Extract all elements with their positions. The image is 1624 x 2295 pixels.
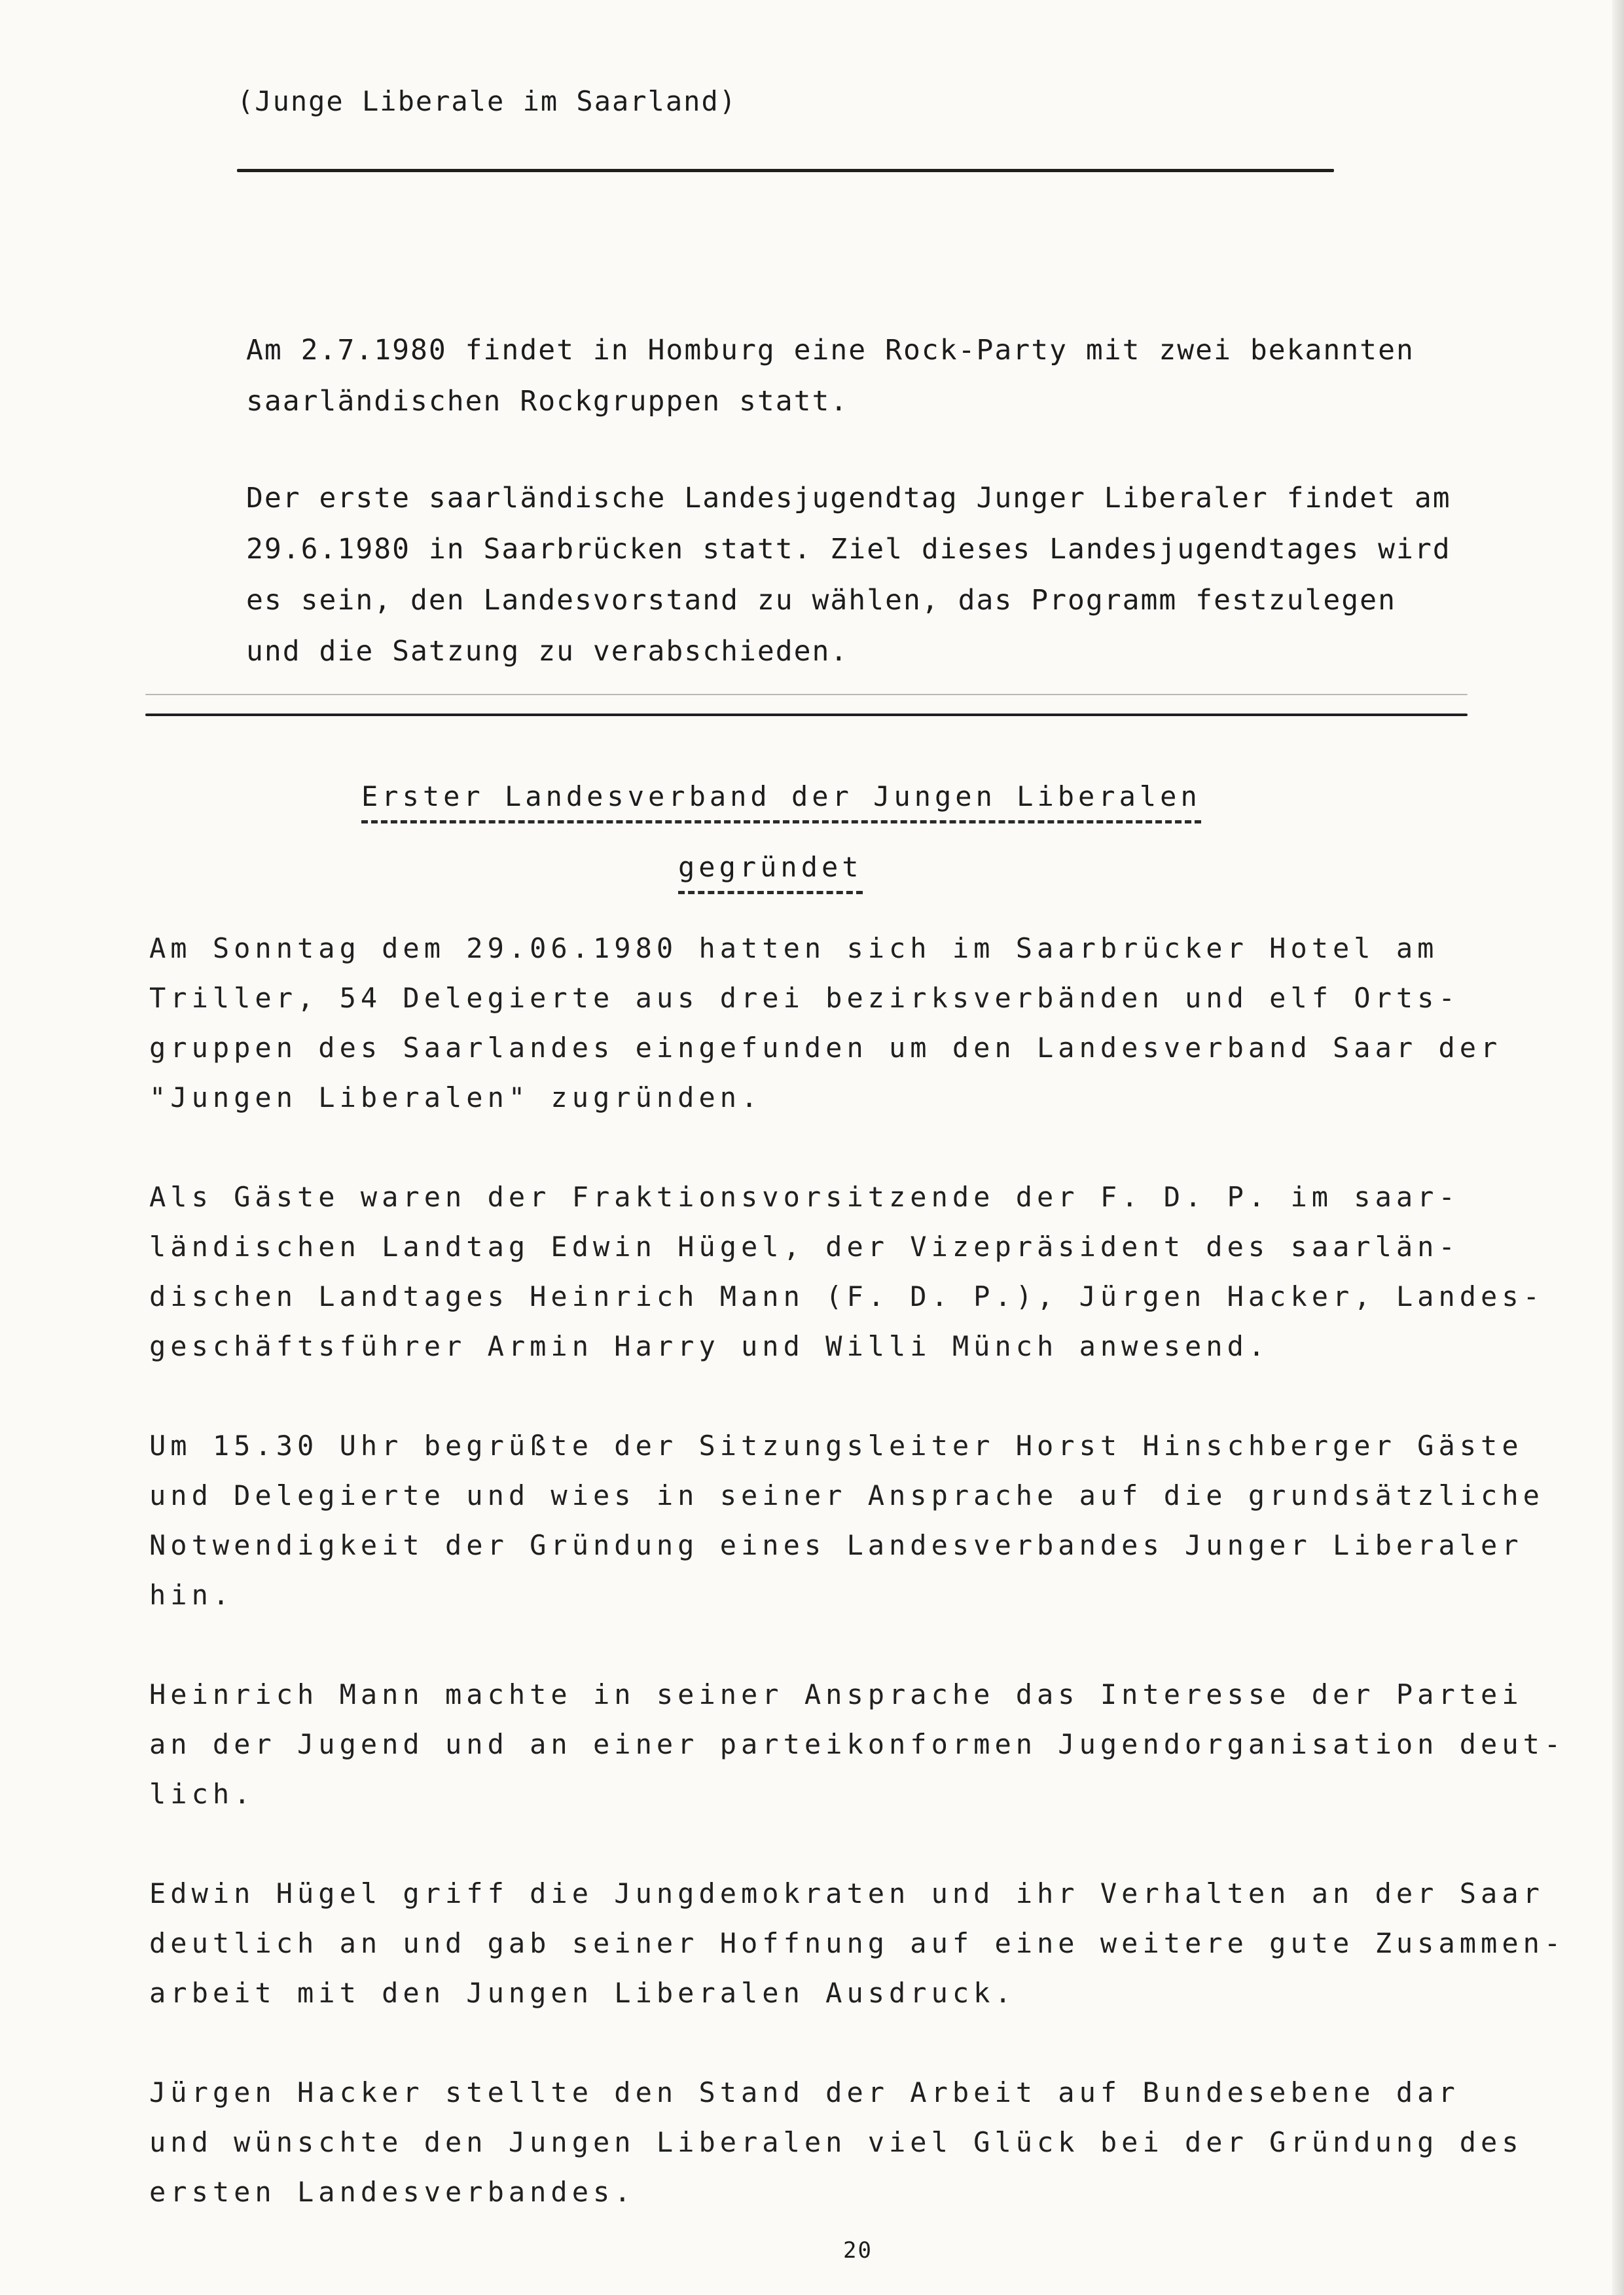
- intro-line: saarländischen Rockgruppen statt.: [246, 385, 849, 418]
- article-line: Notwendigkeit der Gründung eines Landesverbandes Junger Liberaler: [149, 1529, 1523, 1561]
- article-line: Jürgen Hacker stellte den Stand der Arbeit auf Bundesebene dar: [149, 2076, 1460, 2108]
- article-line: Heinrich Mann machte in seiner Ansprache das Interesse der Partei: [149, 1678, 1523, 1710]
- article-line: Am Sonntag dem 29.06.1980 hatten sich im Saarbrücker Hotel am: [149, 932, 1439, 964]
- article-line: Edwin Hügel griff die Jungdemokraten und ihr Verhalten an der Saar: [149, 1877, 1544, 1909]
- intro-line: und die Satzung zu verabschieden.: [246, 635, 849, 668]
- article-line: an der Jugend und an einer parteikonformen Jugendorganisation deut-: [149, 1728, 1566, 1760]
- article-title-line-1: Erster Landesverband der Jungen Liberalen: [361, 780, 1201, 823]
- article-line: hin.: [149, 1579, 234, 1611]
- intro-line: es sein, den Landesvorstand zu wählen, das Programm festzulegen: [246, 584, 1396, 617]
- section-rule-faint: [145, 694, 1468, 695]
- article-line: lich.: [149, 1778, 255, 1810]
- article-line: und wünschte den Jungen Liberalen viel Glück bei der Gründung des: [149, 2126, 1523, 2158]
- article-line: Triller, 54 Delegierte aus drei bezirksverbänden und elf Orts-: [149, 982, 1460, 1014]
- header-rule: [237, 169, 1334, 172]
- article-line: Um 15.30 Uhr begrüßte der Sitzungsleiter Horst Hinschberger Gäste: [149, 1430, 1523, 1462]
- section-rule: [145, 714, 1468, 716]
- article-line: ersten Landesverbandes.: [149, 2176, 636, 2208]
- header-label: (Junge Liberale im Saarland): [237, 85, 738, 117]
- article-title-line-2: gegründet: [678, 851, 863, 894]
- article-line: geschäftsführer Armin Harry und Willi Münch anwesend.: [149, 1330, 1270, 1362]
- article-line: Als Gäste waren der Fraktionsvorsitzende der F. D. P. im saar-: [149, 1181, 1460, 1213]
- article-line: ländischen Landtag Edwin Hügel, der Vizepräsident des saarlän-: [149, 1231, 1460, 1263]
- article-line: "Jungen Liberalen" zugründen.: [149, 1081, 763, 1113]
- intro-line: 29.6.1980 in Saarbrücken statt. Ziel dieses Landesjugendtages wird: [246, 533, 1451, 566]
- article-line: gruppen des Saarlandes eingefunden um den Landesverband Saar der: [149, 1032, 1502, 1064]
- article-line: dischen Landtages Heinrich Mann (F. D. P.), Jürgen Hacker, Landes-: [149, 1280, 1544, 1312]
- article-line: arbeit mit den Jungen Liberalen Ausdruck.: [149, 1977, 1016, 2009]
- page-number: 20: [843, 2237, 873, 2264]
- article-line: und Delegierte und wies in seiner Ansprache auf die grundsätzliche: [149, 1479, 1544, 1511]
- page-edge-shadow: [1612, 0, 1624, 2295]
- intro-line: Der erste saarländische Landesjugendtag Junger Liberaler findet am: [246, 482, 1451, 515]
- intro-line: Am 2.7.1980 findet in Homburg eine Rock-Party mit zwei bekannten: [246, 334, 1415, 367]
- article-line: deutlich an und gab seiner Hoffnung auf eine weitere gute Zusammen-: [149, 1927, 1566, 1959]
